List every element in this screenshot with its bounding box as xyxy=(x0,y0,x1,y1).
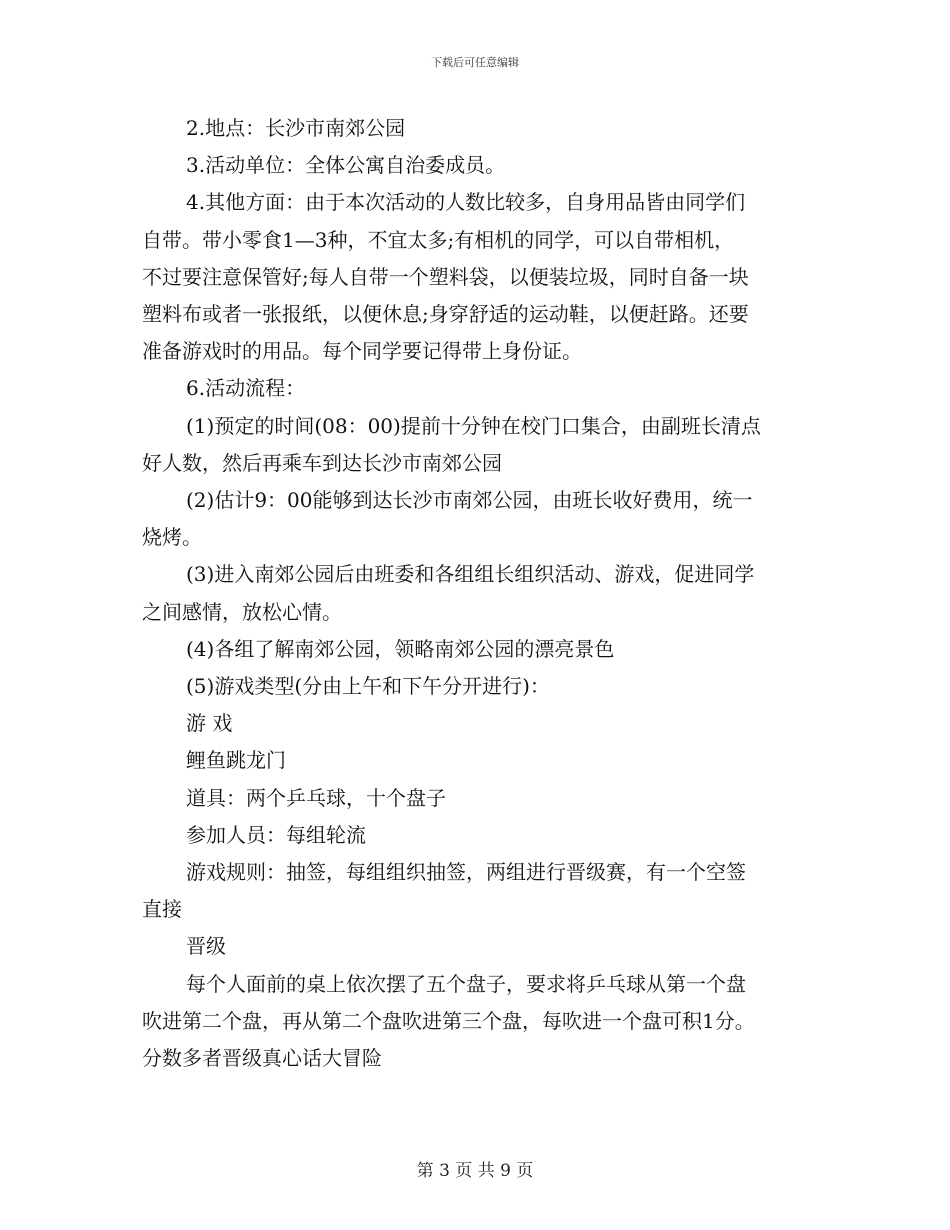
text-line: 4.其他方面：由于本次活动的人数比较多，自身用品皆由同学们 xyxy=(186,190,746,215)
text-line: 之间感情，放松心情。 xyxy=(142,599,342,624)
text-line: 游 戏 xyxy=(186,711,233,736)
text-line: 游戏规则：抽签，每组组织抽签，两组进行晋级赛，有一个空签 xyxy=(186,860,746,885)
text-line: 不过要注意保管好;每人自带一个塑料袋，以便装垃圾，同时自备一块 xyxy=(142,264,749,289)
page-footer: 第 3 页 共 9 页 xyxy=(416,1161,534,1181)
text-line: 参加人员：每组轮流 xyxy=(186,822,366,847)
text-line: (1)预定的时间(08：00)提前十分钟在校门口集合，由副班长清点 xyxy=(186,413,761,438)
text-line: 自带。带小零食1—3种，不宜太多;有相机的同学，可以自带相机， xyxy=(142,227,735,252)
text-line: (3)进入南郊公园后由班委和各组组长组织活动、游戏，促进同学 xyxy=(186,562,755,587)
text-line: 烧烤。 xyxy=(142,525,202,550)
text-line: 直接 xyxy=(142,897,182,922)
text-line: 晋级 xyxy=(186,934,226,959)
document-body xyxy=(142,110,802,1077)
text-line: 分数多者晋级真心话大冒险 xyxy=(142,1046,382,1071)
text-line: 3.活动单位：全体公寓自治委成员。 xyxy=(186,153,506,178)
text-line: 6.活动流程： xyxy=(186,376,306,401)
text-line: 准备游戏时的用品。每个同学要记得带上身份证。 xyxy=(142,339,582,364)
text-line: 吹进第二个盘，再从第二个盘吹进第三个盘，每吹进一个盘可积1分。 xyxy=(142,1008,755,1033)
text-line: 道具：两个乒乓球，十个盘子 xyxy=(186,785,446,810)
text-line: (4)各组了解南郊公园，领略南郊公园的漂亮景色 xyxy=(186,636,615,661)
text-line: (5)游戏类型(分由上午和下午分开进行)： xyxy=(186,674,550,699)
text-line: 塑料布或者一张报纸，以便休息;身穿舒适的运动鞋，以便赶路。还要 xyxy=(142,302,749,327)
text-line: 每个人面前的桌上依次摆了五个盘子，要求将乒乓球从第一个盘 xyxy=(186,971,746,996)
text-line: 鲤鱼跳龙门 xyxy=(186,748,286,773)
text-line: (2)估计9：00能够到达长沙市南郊公园，由班长收好费用，统一 xyxy=(186,488,753,513)
page-header: 下载后可任意编辑 xyxy=(431,56,519,69)
text-line: 2.地点：长沙市南郊公园 xyxy=(186,116,406,140)
text-line: 好人数，然后再乘车到达长沙市南郊公园 xyxy=(142,450,502,475)
